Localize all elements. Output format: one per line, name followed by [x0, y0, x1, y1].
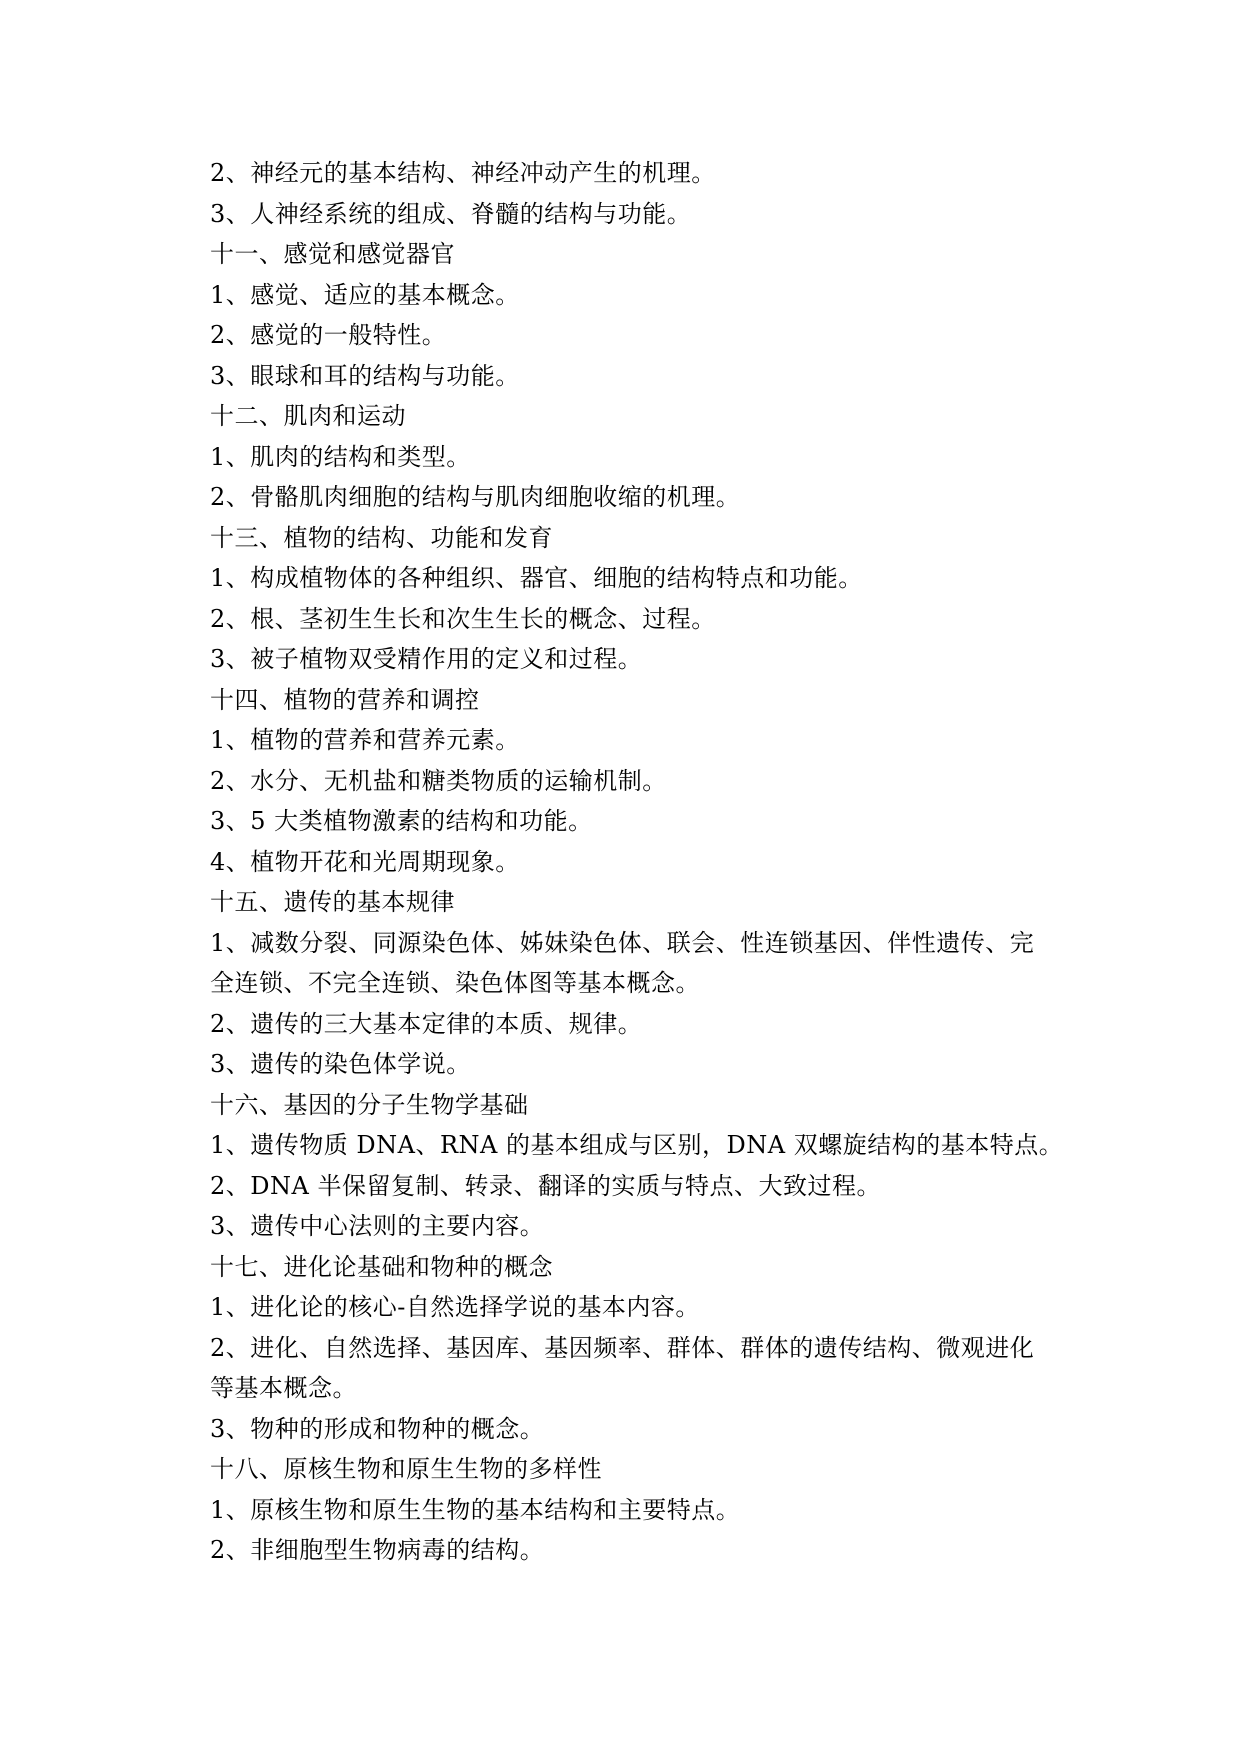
list-item: 3、眼球和耳的结构与功能。	[210, 361, 520, 390]
list-item: 2、DNA 半保留复制、转录、翻译的实质与特点、大致过程。	[210, 1171, 881, 1200]
list-item: 2、进化、自然选择、基因库、基因频率、群体、群体的遗传结构、微观进化	[210, 1333, 1035, 1362]
section-heading: 十八、原核生物和原生生物的多样性	[210, 1455, 602, 1483]
list-item: 3、遗传中心法则的主要内容。	[210, 1212, 545, 1240]
list-item: 3、物种的形成和物种的概念。	[210, 1414, 545, 1443]
list-item: 2、神经元的基本结构、神经冲动产生的机理。	[210, 159, 716, 187]
list-item: 1、肌肉的结构和类型。	[210, 442, 471, 471]
section-heading: 十七、进化论基础和物种的概念	[210, 1252, 553, 1281]
document-body	[210, 153, 1064, 1571]
list-item: 1、感觉、适应的基本概念。	[210, 280, 520, 309]
list-item: 1、遗传物质 DNA、RNA 的基本组成与区别，DNA 双螺旋结构的基本特点。	[210, 1131, 1064, 1159]
list-item: 1、构成植物体的各种组织、器官、细胞的结构特点和功能。	[210, 564, 863, 592]
list-item: 3、5 大类植物激素的结构和功能。	[210, 807, 593, 835]
list-item: 3、遗传的染色体学说。	[210, 1050, 471, 1078]
list-item: 3、被子植物双受精作用的定义和过程。	[210, 645, 643, 673]
list-item: 1、原核生物和原生生物的基本结构和主要特点。	[210, 1495, 741, 1524]
section-heading: 十一、感觉和感觉器官	[210, 240, 455, 268]
list-item: 2、遗传的三大基本定律的本质、规律。	[210, 1009, 643, 1038]
section-heading: 十四、植物的营养和调控	[210, 685, 480, 714]
list-item: 2、水分、无机盐和糖类物质的运输机制。	[210, 766, 667, 795]
list-item: 2、非细胞型生物病毒的结构。	[210, 1536, 545, 1564]
section-heading: 十三、植物的结构、功能和发育	[210, 523, 553, 552]
section-heading: 十二、肌肉和运动	[210, 402, 406, 430]
section-heading: 十五、遗传的基本规律	[210, 888, 455, 916]
list-item-continuation: 全连锁、不完全连锁、染色体图等基本概念。	[210, 969, 700, 997]
list-item: 1、植物的营养和营养元素。	[210, 726, 520, 754]
list-item: 1、减数分裂、同源染色体、姊妹染色体、联会、性连锁基因、伴性遗传、完	[210, 928, 1035, 957]
list-item: 3、人神经系统的组成、脊髓的结构与功能。	[210, 199, 692, 228]
list-item: 1、进化论的核心-自然选择学说的基本内容。	[210, 1293, 700, 1321]
section-heading: 十六、基因的分子生物学基础	[210, 1090, 529, 1119]
list-item: 2、感觉的一般特性。	[210, 321, 447, 349]
list-item: 2、骨骼肌肉细胞的结构与肌肉细胞收缩的机理。	[210, 483, 741, 511]
list-item: 4、植物开花和光周期现象。	[210, 847, 520, 876]
list-item: 2、根、茎初生生长和次生生长的概念、过程。	[210, 604, 716, 633]
list-item-continuation: 等基本概念。	[210, 1374, 357, 1402]
